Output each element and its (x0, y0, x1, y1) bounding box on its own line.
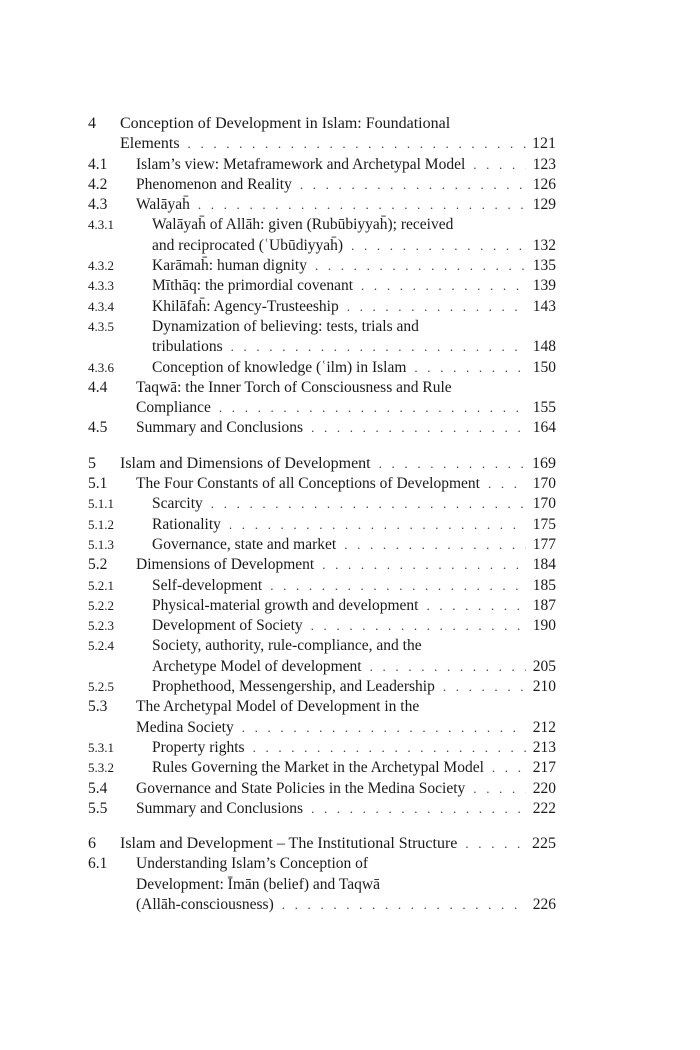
title-line: Islam and Dimensions of Development (120, 454, 371, 472)
entry-title (88, 297, 556, 317)
title-line: Development: Īmān (belief) and Taqwā (136, 875, 380, 893)
dot-leader (379, 454, 526, 474)
section-number: 4.4 (88, 378, 108, 396)
page-number: 170 (532, 495, 556, 513)
title-last-line (152, 515, 556, 535)
entry-title (88, 454, 556, 474)
entry-title (88, 834, 556, 854)
title-last-line (120, 454, 556, 474)
title-last-line (152, 236, 556, 256)
entry-title (88, 535, 556, 555)
entry-title (88, 697, 556, 738)
title-last-line (152, 657, 556, 677)
section-number: 4.2 (88, 175, 108, 193)
entry-title (88, 779, 556, 799)
dot-leader (311, 418, 526, 438)
title-line: Self-development (152, 576, 263, 594)
toc-section-entry (88, 636, 556, 677)
toc-section-entry (88, 297, 556, 317)
title-line: Prophethood, Messengership, and Leadership (152, 678, 435, 696)
chapter-gap (88, 819, 556, 834)
dot-leader (414, 358, 526, 378)
dot-leader (300, 175, 526, 195)
title-line: Conception of knowledge (ʿilm) in Islam (152, 358, 407, 376)
dot-leader (219, 398, 526, 418)
dot-leader (242, 718, 526, 738)
page-number: 150 (532, 358, 556, 376)
title-line: (Allāh-consciousness) (136, 895, 274, 913)
dot-leader (315, 256, 526, 276)
title-line: The Archetypal Model of Development in the (136, 698, 420, 716)
title-last-line (136, 418, 556, 438)
toc-section-entry (88, 155, 556, 175)
page-number: 139 (532, 277, 556, 295)
page-number: 187 (532, 596, 556, 614)
toc-section-entry (88, 494, 556, 514)
toc-chapter-entry (88, 454, 556, 474)
page-number: 155 (532, 399, 556, 417)
page-number: 177 (532, 535, 556, 553)
section-number: 5.2.4 (88, 638, 114, 654)
title-line: Dynamization of believing: tests, trials and (152, 317, 419, 335)
title-line: Taqwā: the Inner Torch of Consciousness and Rule (136, 378, 452, 396)
entry-title (88, 616, 556, 636)
toc-section-entry (88, 677, 556, 697)
page-number: 226 (532, 895, 556, 913)
entry-title (88, 515, 556, 535)
toc-section-entry (88, 474, 556, 494)
dot-leader (322, 555, 526, 575)
section-number: 5.3 (88, 698, 108, 716)
section-number: 4.3.2 (88, 258, 114, 274)
title-line: and reciprocated (ʿUbūdiyyah̄) (152, 236, 344, 254)
dot-leader (198, 195, 526, 215)
toc-section-entry (88, 378, 556, 419)
page-number: 213 (532, 738, 556, 756)
title-last-line (152, 337, 556, 357)
title-last-line (136, 195, 556, 215)
page-number: 169 (532, 454, 556, 472)
section-number: 5.4 (88, 779, 108, 797)
entry-title (88, 276, 556, 296)
title-last-line (136, 555, 556, 575)
title-last-line (152, 576, 556, 596)
title-line: Society, authority, rule-compliance, and the (152, 637, 422, 655)
entry-title (88, 854, 556, 915)
section-number: 4.3 (88, 196, 108, 214)
title-last-line (136, 799, 556, 819)
dot-leader (229, 515, 526, 535)
title-line: Karāmah̄: human dignity (152, 257, 307, 275)
section-number: 6.1 (88, 855, 108, 873)
title-line: Rules Governing the Market in the Archetypal Model (152, 759, 484, 777)
page-number: 220 (532, 779, 556, 797)
entry-title (88, 758, 556, 778)
section-number: 5.2.1 (88, 577, 114, 593)
dot-leader (211, 494, 526, 514)
entry-title (88, 256, 556, 276)
entry-title (88, 215, 556, 256)
page-number: 132 (532, 236, 556, 254)
section-number: 5.3.1 (88, 739, 114, 755)
title-last-line (152, 297, 556, 317)
title-line: Medina Society (136, 718, 234, 736)
section-number: 4.3.5 (88, 318, 114, 334)
page-number: 212 (532, 718, 556, 736)
title-line: Property rights (152, 738, 245, 756)
entry-title (88, 114, 556, 155)
toc-section-entry (88, 758, 556, 778)
title-line: Conception of Development in Islam: Foundational (120, 115, 451, 132)
toc-chapter-entry (88, 114, 556, 155)
page-number: 148 (532, 338, 556, 356)
section-number: 4.3.4 (88, 298, 114, 314)
section-number: 5.2.3 (88, 618, 114, 634)
title-line: Rationality (152, 515, 221, 533)
page-number: 185 (532, 576, 556, 594)
page-number: 184 (532, 556, 556, 574)
dot-leader (488, 474, 526, 494)
title-line: Summary and Conclusions (136, 419, 304, 437)
toc-section-entry (88, 535, 556, 555)
title-last-line (136, 398, 556, 418)
section-number: 4.1 (88, 155, 108, 173)
toc-section-entry (88, 854, 556, 915)
toc-section-entry (88, 515, 556, 535)
toc-section-entry (88, 738, 556, 758)
toc-section-entry (88, 195, 556, 215)
section-number: 5.1.2 (88, 516, 114, 532)
dot-leader (347, 297, 526, 317)
dot-leader (465, 834, 526, 854)
title-line: Governance, state and market (152, 535, 337, 553)
section-number: 4.5 (88, 419, 108, 437)
title-line: Walāyah̄ (136, 196, 190, 214)
title-last-line (152, 758, 556, 778)
toc-section-entry (88, 576, 556, 596)
toc-section-entry (88, 616, 556, 636)
page-number: 170 (532, 475, 556, 493)
entry-title (88, 418, 556, 438)
title-line: Compliance (136, 399, 211, 417)
section-number: 5.1 (88, 475, 108, 493)
page-number: 164 (532, 419, 556, 437)
dot-leader (231, 337, 526, 357)
entry-title (88, 677, 556, 697)
entry-title (88, 494, 556, 514)
dot-leader (351, 236, 526, 256)
title-last-line (136, 718, 556, 738)
entry-title (88, 799, 556, 819)
section-number: 5.2.5 (88, 679, 114, 695)
title-last-line (152, 494, 556, 514)
section-number: 5.2 (88, 556, 108, 574)
entry-title (88, 555, 556, 575)
entry-title (88, 378, 556, 419)
toc-section-entry (88, 596, 556, 616)
title-line: Islam’s view: Metaframework and Archetypal Model (136, 155, 466, 173)
page-number: 126 (532, 175, 556, 193)
toc-chapter-entry (88, 834, 556, 854)
section-number: 5.3.2 (88, 760, 114, 776)
title-line: The Four Constants of all Conceptions of Development (136, 475, 480, 493)
entry-title (88, 576, 556, 596)
dot-leader (311, 799, 526, 819)
section-number: 5.5 (88, 799, 108, 817)
entry-title (88, 474, 556, 494)
dot-leader (311, 616, 526, 636)
section-number: 5.2.2 (88, 597, 114, 613)
entry-title (88, 596, 556, 616)
title-line: Mīthāq: the primordial covenant (152, 277, 354, 295)
title-last-line (136, 895, 556, 915)
title-last-line (152, 596, 556, 616)
title-last-line (152, 535, 556, 555)
title-last-line (136, 175, 556, 195)
toc-section-entry (88, 418, 556, 438)
entry-title (88, 636, 556, 677)
dot-leader (188, 134, 526, 154)
title-line: Understanding Islam’s Conception of (136, 855, 369, 873)
page-number: 190 (532, 617, 556, 635)
toc-section-entry (88, 256, 556, 276)
title-last-line (152, 358, 556, 378)
dot-leader (426, 596, 526, 616)
title-line: Walāyah̄ of Allāh: given (Rubūbiyyah̄); received (152, 216, 454, 234)
entry-title (88, 155, 556, 175)
title-last-line (152, 738, 556, 758)
toc-section-entry (88, 276, 556, 296)
title-line: Physical-material growth and development (152, 596, 419, 614)
title-last-line (152, 276, 556, 296)
page-number: 217 (532, 759, 556, 777)
dot-leader (344, 535, 526, 555)
dot-leader (361, 276, 526, 296)
page-number: 121 (532, 135, 556, 153)
page-number: 143 (532, 297, 556, 315)
title-line: Elements (120, 135, 180, 153)
section-number: 5.1.3 (88, 536, 114, 552)
page-number: 205 (532, 657, 556, 675)
dot-leader (473, 155, 526, 175)
entry-title (88, 358, 556, 378)
dot-leader (282, 895, 526, 915)
section-number: 4 (88, 115, 96, 132)
toc-section-entry (88, 317, 556, 358)
title-last-line (136, 155, 556, 175)
title-line: Summary and Conclusions (136, 799, 304, 817)
title-last-line (120, 134, 556, 154)
page-number: 129 (532, 196, 556, 214)
table-of-contents (88, 114, 556, 915)
page-number: 135 (532, 257, 556, 275)
title-line: Governance and State Policies in the Medina Society (136, 779, 466, 797)
dot-leader (253, 738, 526, 758)
section-number: 4.3.3 (88, 278, 114, 294)
toc-section-entry (88, 358, 556, 378)
title-line: Archetype Model of development (152, 657, 362, 675)
toc-section-entry (88, 215, 556, 256)
title-last-line (120, 834, 556, 854)
title-line: Islam and Development – The Institutional Structure (120, 835, 458, 853)
page-number: 175 (532, 515, 556, 533)
title-line: Development of Society (152, 617, 303, 635)
title-line: Scarcity (152, 495, 203, 513)
dot-leader (270, 576, 526, 596)
title-last-line (152, 616, 556, 636)
section-number: 6 (88, 835, 96, 853)
page-number: 222 (532, 799, 556, 817)
entry-title (88, 317, 556, 358)
title-line: Dimensions of Development (136, 556, 315, 574)
entry-title (88, 738, 556, 758)
title-line: Khilāfah̄: Agency-Trusteeship (152, 297, 339, 315)
section-number: 4.3.1 (88, 217, 114, 233)
page-number: 210 (532, 678, 556, 696)
entry-title (88, 195, 556, 215)
page-number: 123 (532, 155, 556, 173)
toc-section-entry (88, 799, 556, 819)
chapter-gap (88, 439, 556, 454)
section-number: 5 (88, 454, 96, 472)
title-last-line (152, 256, 556, 276)
title-line: tribulations (152, 338, 223, 356)
toc-section-entry (88, 697, 556, 738)
toc-section-entry (88, 555, 556, 575)
title-line: Phenomenon and Reality (136, 175, 292, 193)
dot-leader (492, 758, 526, 778)
dot-leader (473, 779, 526, 799)
title-last-line (152, 677, 556, 697)
entry-title (88, 175, 556, 195)
toc-section-entry (88, 779, 556, 799)
dot-leader (370, 657, 526, 677)
section-number: 5.1.1 (88, 496, 114, 512)
title-last-line (136, 474, 556, 494)
title-last-line (136, 779, 556, 799)
page-number: 225 (532, 835, 556, 853)
toc-section-entry (88, 175, 556, 195)
dot-leader (443, 677, 526, 697)
section-number: 4.3.6 (88, 359, 114, 375)
